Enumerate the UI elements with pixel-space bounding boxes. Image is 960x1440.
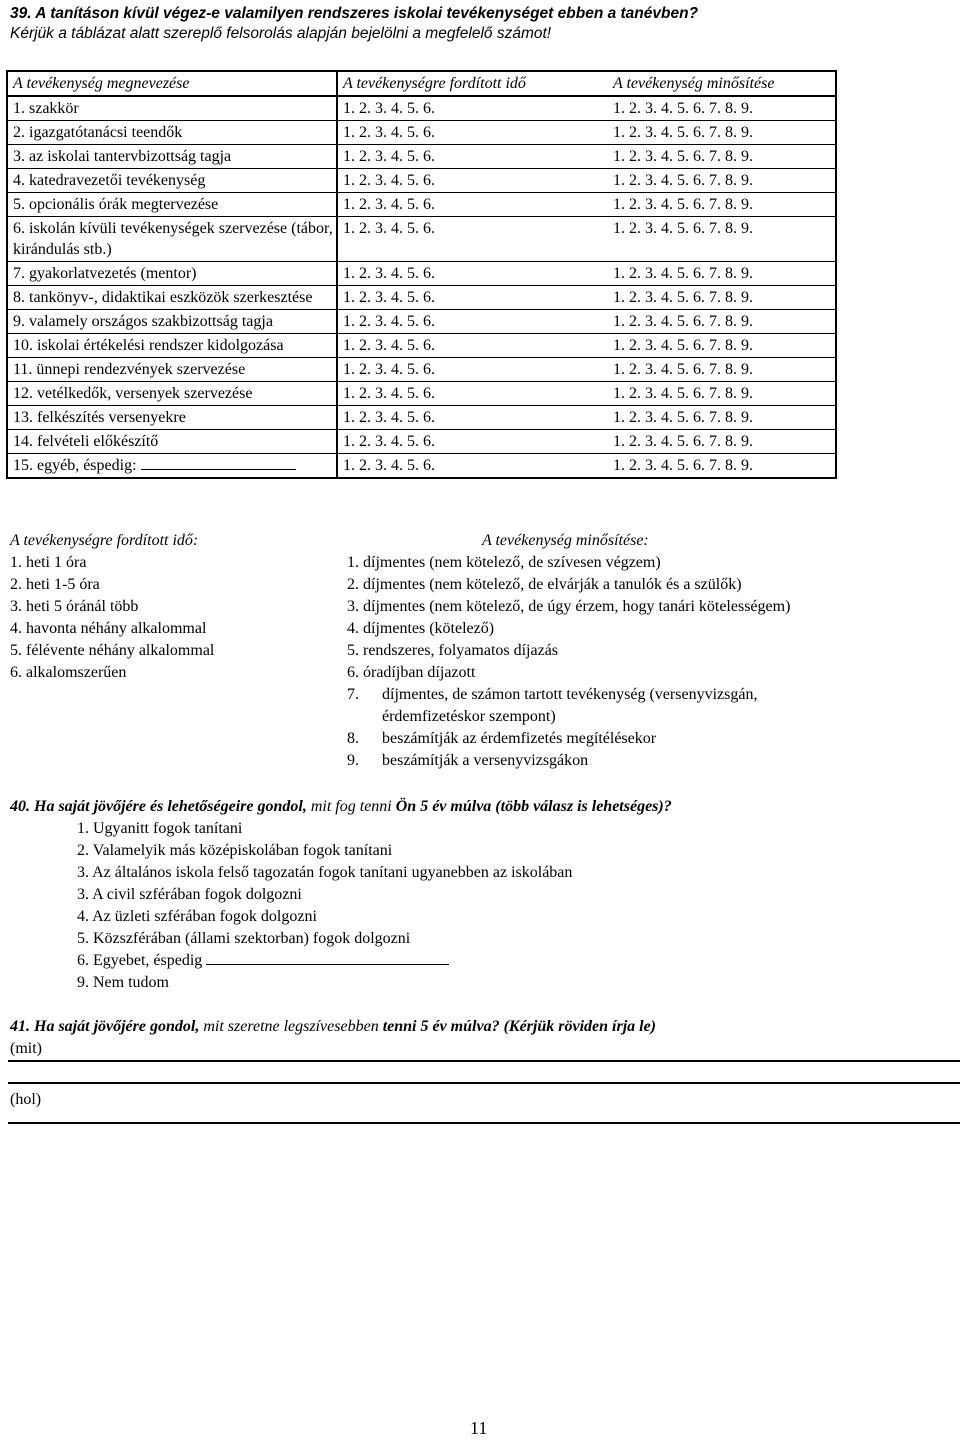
activity-name: 11. ünnepi rendezvények szervezése	[13, 361, 246, 378]
activity-name: 7. gyakorlatvezetés (mentor)	[13, 265, 197, 282]
table-row	[7, 286, 836, 310]
table-row	[7, 96, 836, 121]
q41-answer-line-where[interactable]	[8, 1122, 960, 1124]
time-legend-item: 3. heti 5 óránál több	[10, 598, 139, 615]
time-options-cell[interactable]: 1. 2. 3. 4. 5. 6.	[337, 169, 608, 193]
table-row	[7, 193, 836, 217]
rating-options-cell[interactable]: 1. 2. 3. 4. 5. 6. 7. 8. 9.	[608, 169, 836, 193]
q40-head-bold-a: 40. Ha saját jövőjére és lehetőségeire gondol,	[10, 798, 307, 815]
time-options-cell[interactable]: 1. 2. 3. 4. 5. 6.	[337, 454, 608, 479]
activity-name-cell	[7, 430, 337, 454]
activity-name: 14. felvételi előkészítő	[13, 433, 159, 450]
table-row	[7, 145, 836, 169]
time-options-cell[interactable]: 1. 2. 3. 4. 5. 6.	[337, 406, 608, 430]
rating-options-cell[interactable]: 1. 2. 3. 4. 5. 6. 7. 8. 9.	[608, 217, 836, 262]
table-row	[7, 169, 836, 193]
question-41-title	[10, 1016, 656, 1038]
activity-name: 2. igazgatótanácsi teendők	[13, 124, 183, 141]
q41-what-label: (mit)	[10, 1040, 42, 1057]
table-row	[7, 358, 836, 382]
activity-name-cell	[7, 286, 337, 310]
activity-name-cell	[7, 96, 337, 121]
page-number: 11	[470, 1418, 488, 1438]
activity-name: 8. tankönyv-, didaktikai eszközök szerkesztése	[13, 289, 313, 306]
rating-options-cell[interactable]: 1. 2. 3. 4. 5. 6. 7. 8. 9.	[608, 310, 836, 334]
q40-option[interactable]: 3. Az általános iskola felső tagozatán fogok tanítani ugyanebben az iskolában	[77, 864, 573, 881]
activity-name-cell	[7, 310, 337, 334]
q40-other-blank-line[interactable]	[206, 950, 449, 965]
activity-name: 10. iskolai értékelési rendszer kidolgozása	[13, 337, 284, 354]
activity-name: 6. iskolán kívüli tevékenységek szervezése (tábor, kirándulás stb.)	[13, 220, 333, 258]
activity-name-cell	[7, 217, 337, 262]
activity-name: 9. valamely országos szakbizottság tagja	[13, 313, 273, 330]
rating-options-cell[interactable]: 1. 2. 3. 4. 5. 6. 7. 8. 9.	[608, 382, 836, 406]
rating-legend-item	[347, 684, 947, 706]
time-legend-title: A tevékenységre fordított idő:	[10, 532, 199, 549]
rating-options-cell[interactable]: 1. 2. 3. 4. 5. 6. 7. 8. 9.	[608, 145, 836, 169]
time-options-cell[interactable]: 1. 2. 3. 4. 5. 6.	[337, 334, 608, 358]
table-row	[7, 382, 836, 406]
q40-head-plain: mit fog tenni	[306, 798, 396, 815]
rating-legend-item: 5. rendszeres, folyamatos díjazás	[347, 642, 559, 659]
q40-option[interactable]: 3. A civil szférában fogok dolgozni	[77, 886, 302, 903]
time-legend-item: 6. alkalomszerűen	[10, 664, 127, 681]
header-time-spent: A tevékenységre fordított idő	[337, 71, 608, 96]
question-39	[10, 4, 698, 44]
table-row	[7, 121, 836, 145]
q40-option-other-label: 6. Egyebet, éspedig	[77, 952, 203, 969]
table-row	[7, 430, 836, 454]
rating-options-cell[interactable]: 1. 2. 3. 4. 5. 6. 7. 8. 9.	[608, 262, 836, 286]
activity-name: 3. az iskolai tantervbizottság tagja	[13, 148, 232, 165]
time-legend-item: 2. heti 1-5 óra	[10, 576, 100, 593]
activity-name-cell	[7, 406, 337, 430]
q40-option[interactable]: 9. Nem tudom	[77, 974, 169, 991]
activity-name: 4. katedravezetői tevékenység	[13, 172, 206, 189]
q40-option-other[interactable]	[77, 950, 672, 972]
rating-legend-item: 1. díjmentes (nem kötelező, de szívesen végzem)	[347, 554, 661, 571]
rating-legend	[347, 530, 947, 772]
rating-options-cell[interactable]: 1. 2. 3. 4. 5. 6. 7. 8. 9.	[608, 454, 836, 479]
time-legend	[10, 530, 214, 684]
rating-options-cell[interactable]: 1. 2. 3. 4. 5. 6. 7. 8. 9.	[608, 121, 836, 145]
activity-name: 5. opcionális órák megtervezése	[13, 196, 219, 213]
question-40-title	[10, 796, 672, 818]
activity-name-cell	[7, 193, 337, 217]
rating-options-cell[interactable]: 1. 2. 3. 4. 5. 6. 7. 8. 9.	[608, 193, 836, 217]
time-options-cell[interactable]: 1. 2. 3. 4. 5. 6.	[337, 121, 608, 145]
time-options-cell[interactable]: 1. 2. 3. 4. 5. 6.	[337, 358, 608, 382]
table-row	[7, 406, 836, 430]
rating-options-cell[interactable]: 1. 2. 3. 4. 5. 6. 7. 8. 9.	[608, 430, 836, 454]
activity-name-cell	[7, 145, 337, 169]
activity-name: 12. vetélkedők, versenyek szervezése	[13, 385, 253, 402]
rating-legend-item: 6. óradíjban díjazott	[347, 664, 476, 681]
time-legend-item: 4. havonta néhány alkalommal	[10, 620, 207, 637]
activity-table	[6, 70, 837, 479]
rating-legend-text: beszámítják az érdemfizetés megítélésekor	[382, 730, 657, 747]
time-options-cell[interactable]: 1. 2. 3. 4. 5. 6.	[337, 217, 608, 262]
rating-options-cell[interactable]: 1. 2. 3. 4. 5. 6. 7. 8. 9.	[608, 406, 836, 430]
table-row	[7, 334, 836, 358]
q40-option[interactable]: 1. Ugyanitt fogok tanítani	[77, 820, 243, 837]
activity-name-cell	[7, 121, 337, 145]
rating-legend-item	[347, 750, 947, 772]
question-40	[10, 796, 672, 994]
rating-legend-item: 2. díjmentes (nem kötelező, de elvárják a tanulók és a szülők)	[347, 576, 742, 593]
table-row	[7, 310, 836, 334]
table-header-row	[7, 71, 836, 96]
activity-name-cell	[7, 382, 337, 406]
q40-option[interactable]: 5. Közszférában (állami szektorban) fogok dolgozni	[77, 930, 411, 947]
q41-answer-line-what-2[interactable]	[8, 1082, 960, 1084]
table-row	[7, 454, 836, 479]
q40-head-bold-b: Ön 5 év múlva (több válasz is lehetséges)?	[395, 798, 672, 815]
rating-legend-continuation: érdemfizetéskor szempont)	[382, 708, 556, 725]
rating-options-cell[interactable]: 1. 2. 3. 4. 5. 6. 7. 8. 9.	[608, 358, 836, 382]
rating-legend-num: 9.	[347, 752, 359, 769]
time-options-cell[interactable]: 1. 2. 3. 4. 5. 6.	[337, 382, 608, 406]
activity-name-cell	[7, 454, 337, 479]
q41-where-label: (hol)	[10, 1091, 42, 1108]
q40-option[interactable]: 4. Az üzleti szférában fogok dolgozni	[77, 908, 317, 925]
time-options-cell[interactable]: 1. 2. 3. 4. 5. 6.	[337, 145, 608, 169]
rating-legend-num: 7.	[347, 686, 359, 703]
rating-options-cell[interactable]: 1. 2. 3. 4. 5. 6. 7. 8. 9.	[608, 334, 836, 358]
question-39-instruction: Kérjük a táblázat alatt szereplő felsorolás alapján bejelölni a megfelelő számot!	[10, 25, 552, 42]
table-row	[7, 262, 836, 286]
rating-legend-item: 3. díjmentes (nem kötelező, de úgy érzem, hogy tanári kötelességem)	[347, 598, 791, 615]
q40-option[interactable]: 2. Valamelyik más középiskolában fogok tanítani	[77, 842, 393, 859]
activity-name: 15. egyéb, éspedig:	[13, 457, 137, 474]
rating-options-cell[interactable]: 1. 2. 3. 4. 5. 6. 7. 8. 9.	[608, 96, 836, 121]
activity-name-cell	[7, 169, 337, 193]
activity-name: 13. felkészítés versenyekre	[13, 409, 186, 426]
table-row	[7, 217, 836, 262]
time-options-cell[interactable]: 1. 2. 3. 4. 5. 6.	[337, 193, 608, 217]
time-legend-item: 5. félévente néhány alkalommal	[10, 642, 215, 659]
time-options-cell[interactable]: 1. 2. 3. 4. 5. 6.	[337, 430, 608, 454]
activity-name: 1. szakkör	[13, 100, 79, 117]
activity-name-cell	[7, 262, 337, 286]
q41-head-bold-b: tenni 5 év múlva? (Kérjük röviden írja le)	[382, 1018, 657, 1035]
other-activity-blank-line[interactable]	[141, 455, 296, 470]
rating-legend-item	[347, 728, 947, 750]
rating-legend-title: A tevékenység minősítése:	[482, 532, 649, 549]
rating-options-cell[interactable]: 1. 2. 3. 4. 5. 6. 7. 8. 9.	[608, 286, 836, 310]
header-rating: A tevékenység minősítése	[608, 71, 836, 96]
activity-name-cell	[7, 334, 337, 358]
time-legend-item: 1. heti 1 óra	[10, 554, 87, 571]
time-options-cell[interactable]: 1. 2. 3. 4. 5. 6.	[337, 310, 608, 334]
rating-legend-text: beszámítják a versenyvizsgákon	[382, 752, 589, 769]
question-39-title: 39. A tanításon kívül végez-e valamilyen rendszeres iskolai tevékenységet ebben a tanévben?	[10, 5, 699, 22]
question-40-options	[10, 818, 672, 994]
question-41	[10, 1016, 656, 1060]
rating-legend-num: 8.	[347, 730, 359, 747]
q41-head-bold-a: 41. Ha saját jövőjére gondol,	[10, 1018, 200, 1035]
q41-head-plain: mit szeretne legszívesebben	[199, 1018, 383, 1035]
rating-legend-item: 4. díjmentes (kötelező)	[347, 620, 495, 637]
rating-legend-text: díjmentes, de számon tartott tevékenység (versenyvizsgán,	[382, 686, 758, 703]
header-activity-name: A tevékenység megnevezése	[7, 71, 337, 96]
q41-answer-line-what-1[interactable]	[8, 1060, 960, 1062]
time-options-cell[interactable]: 1. 2. 3. 4. 5. 6.	[337, 96, 608, 121]
time-options-cell[interactable]: 1. 2. 3. 4. 5. 6.	[337, 262, 608, 286]
time-options-cell[interactable]: 1. 2. 3. 4. 5. 6.	[337, 286, 608, 310]
activity-name-cell	[7, 358, 337, 382]
